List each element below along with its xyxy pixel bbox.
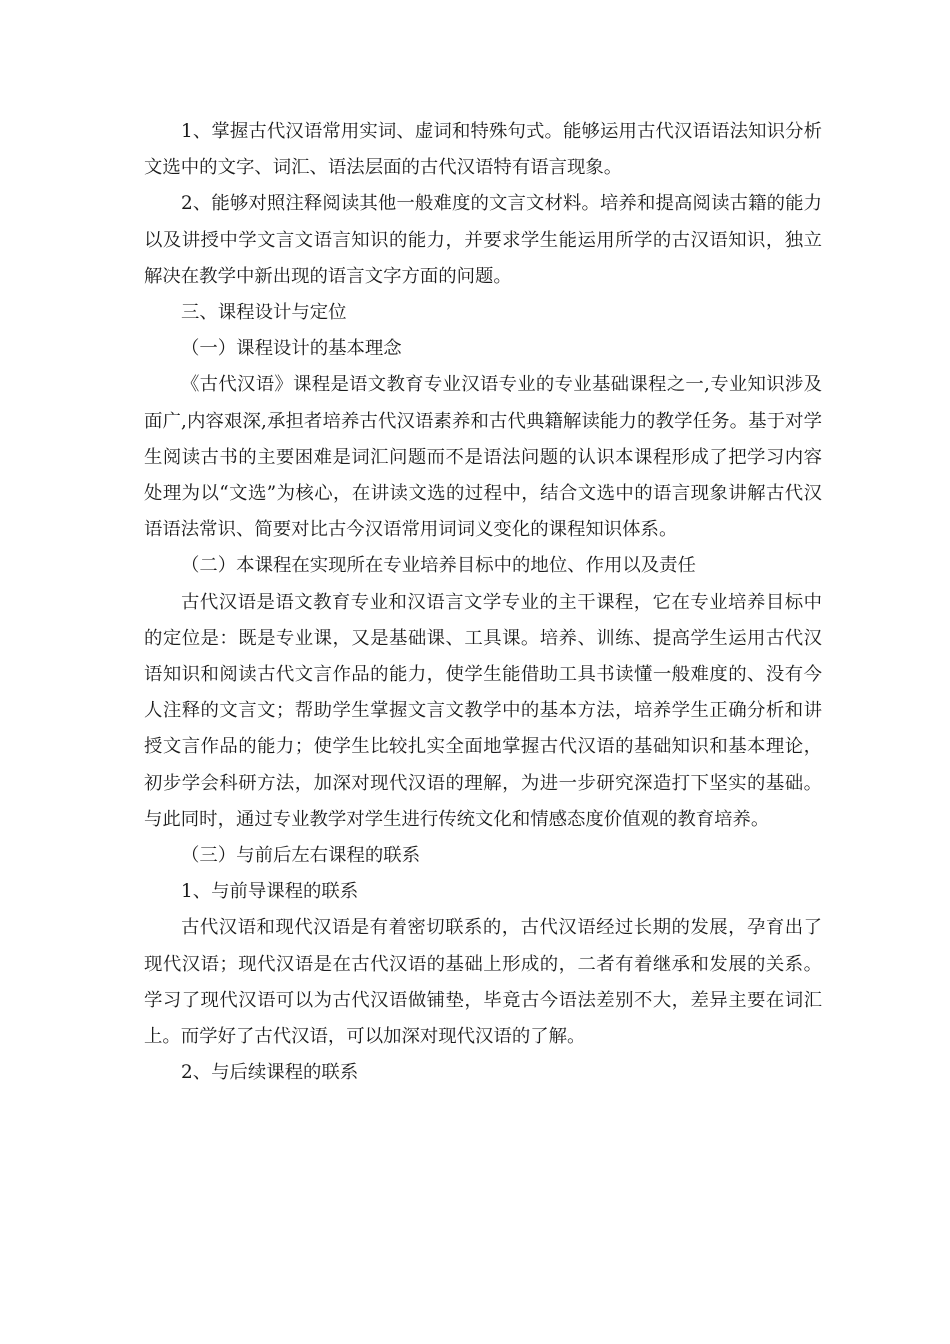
basic-concept-paragraph: 《古代汉语》课程是语文教育专业汉语专业的专业基础课程之一,专业知识涉及面广,内容艰深,承担者培养古代汉语素养和古代典籍解读能力的教学任务。基于对学生阅读古书的主要困难是词汇问题而不是语法问题的认识本课程形成了把学习内容处理为以“文选”为核心，在讲读文选的过程中，结合文选中的语言现象讲解古代汉语语法常识、简要对比古今汉语常用词词义变化的课程知识体系。 [144, 374, 822, 541]
prerequisite-courses-paragraph: 古代汉语和现代汉语是有着密切联系的，古代汉语经过长期的发展，孕育出了现代汉语；现代汉语是在古代汉语的基础上形成的，二者有着继承和发展的关系。学习了现代汉语可以为古代汉语做铺垫，毕竟古今语法差别不大，差异主要在词汇上。而学好了古代汉语，可以加深对现代汉语的了解。 [144, 917, 822, 1048]
item-heading-subsequent-courses: 2、与后续课程的联系 [181, 1062, 359, 1084]
subsection-heading-course-relations: （三）与前后左右课程的联系 [181, 845, 421, 867]
subsection-heading-basic-concept: （一）课程设计的基本理念 [181, 338, 402, 360]
section-heading-course-design: 三、课程设计与定位 [181, 302, 347, 324]
subsection-heading-status-role: （二）本课程在实现所在专业培养目标中的地位、作用以及责任 [181, 555, 696, 577]
status-role-paragraph: 古代汉语是语文教育专业和汉语言文学专业的主干课程，它在专业培养目标中的定位是：既是专业课，又是基础课、工具课。培养、训练、提高学生运用古代汉语知识和阅读古代文言作品的能力，使学生能借助工具书读懂一般难度的、没有今人注释的文言文；帮助学生掌握文言文教学中的基本方法，培养学生正确分析和讲授文言作品的能力；使学生比较扎实全面地掌握古代汉语的基础知识和基本理论，初步学会科研方法，加深对现代汉语的理解，为进一步研究深造打下坚实的基础。与此同时，通过专业教学对学生进行传统文化和情感态度价值观的教育培养。 [144, 591, 822, 830]
objective-paragraph-1: 1、掌握古代汉语常用实词、虚词和特殊句式。能够运用古代汉语语法知识分析文选中的文字、词汇、语法层面的古代汉语特有语言现象。 [144, 121, 822, 179]
objective-paragraph-2: 2、能够对照注释阅读其他一般难度的文言文材料。培养和提高阅读古籍的能力以及讲授中学文言文语言知识的能力，并要求学生能运用所学的古汉语知识，独立解决在教学中新出现的语言文字方面的问题。 [144, 193, 822, 287]
item-heading-prerequisite-courses: 1、与前导课程的联系 [181, 881, 359, 903]
